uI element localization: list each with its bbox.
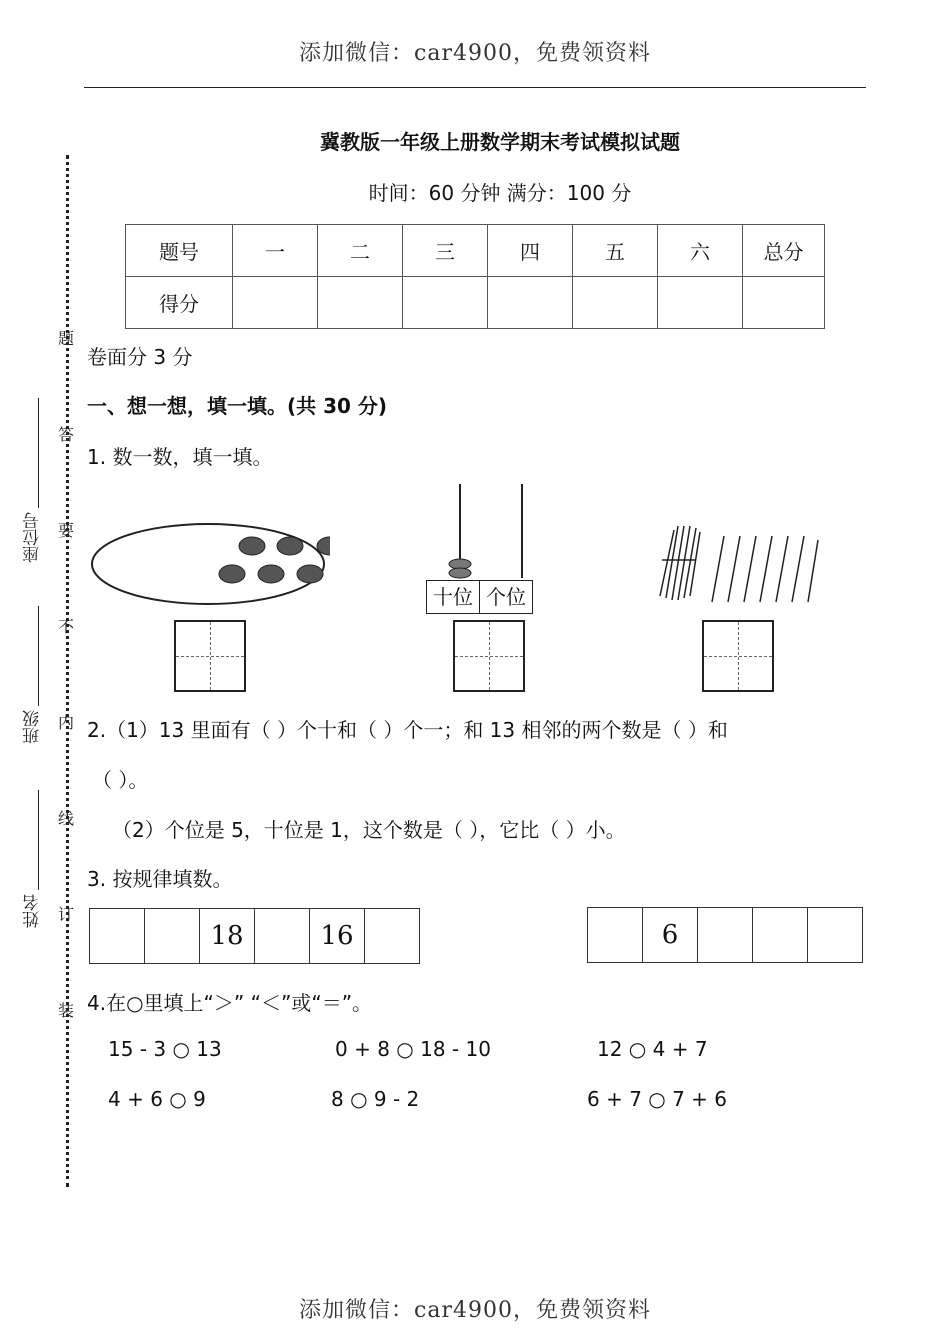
score-cell[interactable] <box>573 277 658 329</box>
score-cell[interactable] <box>233 277 318 329</box>
sequence-row-1 <box>89 908 420 964</box>
name-label: 姓名 <box>23 894 43 928</box>
comparison-item[interactable]: 12 ○ 4 + 7 <box>597 1037 708 1061</box>
score-table <box>125 224 825 329</box>
abacus-ones-label: 个位 <box>486 585 526 609</box>
comparison-item[interactable]: 4 + 6 ○ 9 <box>108 1087 206 1111</box>
comparison-item[interactable]: 8 ○ 9 - 2 <box>331 1087 420 1111</box>
comparison-item[interactable]: 0 + 8 ○ 18 - 10 <box>335 1037 491 1061</box>
binding-dotted-line <box>66 155 69 1187</box>
watermark-top: 添加微信：car4900，免费领资料 <box>299 41 651 66</box>
score-cell[interactable] <box>488 277 573 329</box>
seal-char: 线 <box>58 809 75 828</box>
question-2-part1: 2.（1）13 里面有（ ）个十和（ ）个一；和 13 相邻的两个数是（ ）和 <box>87 718 728 742</box>
score-header-cell: 二 <box>318 225 403 277</box>
abacus-illustration <box>440 484 540 580</box>
seat-number-label: 座位号 <box>23 512 43 563</box>
score-header-cell: 四 <box>488 225 573 277</box>
section-heading: 一、想一想，填一填。(共 30 分) <box>87 394 388 418</box>
page-title: 冀教版一年级上册数学期末考试模拟试题 <box>320 130 680 154</box>
watermark-bottom: 添加微信：car4900，免费领资料 <box>299 1298 651 1323</box>
question-4: 4.在○里填上“＞” “＜”或“＝”。 <box>87 991 373 1015</box>
score-table-header-row <box>126 225 825 277</box>
score-cell[interactable] <box>318 277 403 329</box>
seal-char: 题 <box>58 329 75 348</box>
seal-char: 装 <box>58 1001 75 1020</box>
exam-info: 时间：60 分钟 满分：100 分 <box>368 181 632 205</box>
seat-number-blank[interactable] <box>38 398 39 508</box>
sequence-cell: 18 <box>200 909 255 963</box>
score-header-cell: 总分 <box>743 225 825 277</box>
score-cell[interactable] <box>658 277 743 329</box>
sequence-cell[interactable] <box>90 909 145 963</box>
sequence-cell[interactable] <box>255 909 310 963</box>
seal-char: 订 <box>58 905 75 924</box>
fish-oval-illustration <box>90 522 330 608</box>
class-blank[interactable] <box>38 606 39 706</box>
sequence-cell: 6 <box>643 908 698 962</box>
score-header-cell: 六 <box>658 225 743 277</box>
seal-char: 答 <box>58 425 75 444</box>
question-2-part2: （2）个位是 5，十位是 1，这个数是（ ），它比（ ）小。 <box>112 818 626 842</box>
score-table-score-row <box>126 277 825 329</box>
name-blank[interactable] <box>38 790 39 890</box>
question-2-part1-cont: （ ）。 <box>92 768 149 792</box>
score-cell[interactable] <box>743 277 825 329</box>
class-label: 班级 <box>23 710 43 744</box>
comparison-item[interactable]: 15 - 3 ○ 13 <box>108 1037 222 1061</box>
sequence-cell[interactable] <box>365 909 419 963</box>
answer-box[interactable] <box>174 620 246 692</box>
sequence-cell[interactable] <box>753 908 808 962</box>
sequence-cell: 16 <box>310 909 365 963</box>
comparison-item[interactable]: 6 + 7 ○ 7 + 6 <box>587 1087 728 1111</box>
score-header-cell: 五 <box>573 225 658 277</box>
answer-box[interactable] <box>702 620 774 692</box>
sequence-cell[interactable] <box>698 908 753 962</box>
header-rule <box>84 87 866 88</box>
sequence-cell[interactable] <box>808 908 862 962</box>
sequence-cell[interactable] <box>588 908 643 962</box>
sequence-cell[interactable] <box>145 909 200 963</box>
seal-char: 不 <box>58 617 75 636</box>
score-header-cell: 三 <box>403 225 488 277</box>
score-header-cell: 一 <box>233 225 318 277</box>
answer-box[interactable] <box>453 620 525 692</box>
question-1: 1. 数一数，填一填。 <box>87 445 273 469</box>
abacus-place-labels <box>426 580 533 614</box>
abacus-tens-label: 十位 <box>427 581 480 613</box>
score-cell[interactable] <box>403 277 488 329</box>
score-row-label: 得分 <box>126 277 233 329</box>
seal-char: 要 <box>58 521 75 540</box>
score-header-cell: 题号 <box>126 225 233 277</box>
paper-score-note: 卷面分 3 分 <box>87 345 193 369</box>
sequence-row-2 <box>587 907 863 963</box>
seal-char: 内 <box>58 713 75 732</box>
question-3: 3. 按规律填数。 <box>87 867 233 891</box>
sticks-illustration <box>650 520 820 606</box>
